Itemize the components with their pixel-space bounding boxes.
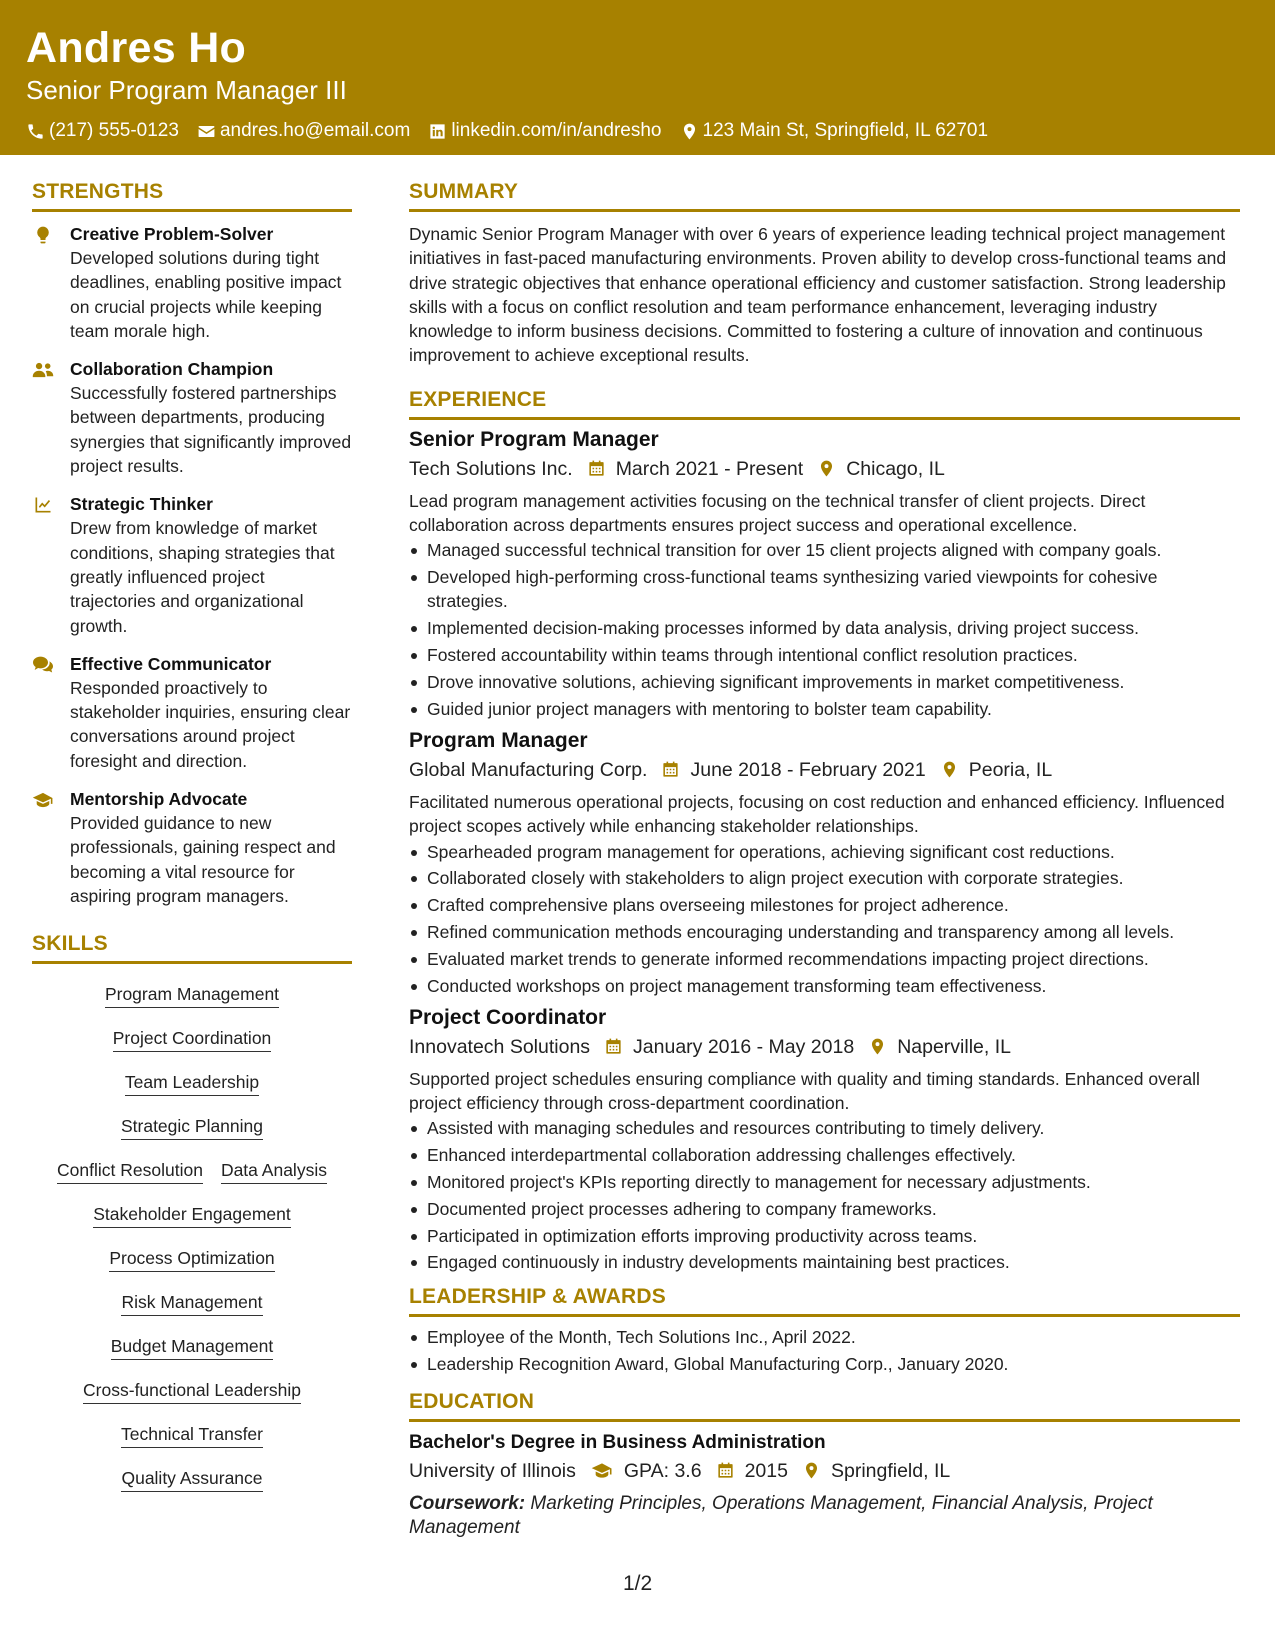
job-description: Facilitated numerous operational projects, focusing on cost reduction and enhanced efficiency. Influenced project scopes actively while enhancing stakeholder relationships.	[409, 791, 1225, 837]
strength-item	[32, 357, 352, 478]
skill-tag: Project Coordination	[113, 1026, 272, 1052]
linkedin-text[interactable]: linkedin.com/in/andresho	[451, 120, 662, 141]
candidate-name: Andres Ho	[26, 24, 247, 72]
skill-tag: Cross-functional Leadership	[83, 1378, 301, 1404]
job-meta	[409, 755, 1240, 785]
phone-icon	[26, 122, 45, 141]
email-icon	[197, 122, 216, 141]
job-bullets	[409, 840, 1240, 998]
calendar-icon	[587, 459, 606, 478]
location-icon	[802, 1461, 821, 1480]
email-text[interactable]: andres.ho@email.com	[219, 120, 411, 141]
resume-header	[0, 0, 1275, 155]
job-dates: March 2021 - Present	[615, 457, 804, 480]
job-entry	[409, 727, 1240, 998]
candidate-role: Senior Program Manager III	[26, 75, 347, 105]
skills-row	[36, 1378, 348, 1422]
job-location: Peoria, IL	[968, 758, 1053, 781]
strength-desc: Provided guidance to new professionals, gaining respect and becoming a vital resource for aspiring program managers.	[70, 813, 336, 906]
job-bullet: Guided junior project managers with mentoring to bolster team capability.	[409, 697, 1240, 721]
phone-text: (217) 555-0123	[49, 120, 179, 141]
skill-tag: Quality Assurance	[121, 1466, 262, 1492]
lightbulb-icon	[32, 225, 54, 245]
gpa: GPA: 3.6	[623, 1459, 702, 1482]
linkedin-icon	[428, 122, 447, 141]
calendar-icon	[661, 760, 680, 779]
job-bullet: Enhanced interdepartmental collaboration addressing challenges effectively.	[409, 1143, 1240, 1167]
job-bullet: Assisted with managing schedules and resources contributing to timely delivery.	[409, 1116, 1240, 1140]
location-icon	[868, 1037, 887, 1056]
job-bullet: Drove innovative solutions, achieving significant improvements in market competitiveness.	[409, 670, 1240, 694]
degree-title: Bachelor's Degree in Business Administration	[409, 1431, 826, 1453]
strength-item	[32, 222, 352, 343]
contact-email[interactable]	[197, 120, 410, 142]
coursework-label: Coursework:	[409, 1492, 526, 1514]
job-bullet: Engaged continuously in industry developments maintaining best practices.	[409, 1250, 1240, 1274]
skills-row	[36, 1246, 348, 1290]
award-item: Employee of the Month, Tech Solutions Inc., April 2022.	[409, 1325, 1240, 1349]
page-number: 1/2	[623, 1572, 653, 1595]
skill-tag: Data Analysis	[221, 1158, 327, 1184]
job-dates: June 2018 - February 2021	[690, 758, 926, 781]
school-location: Springfield, IL	[830, 1459, 951, 1482]
job-location: Naperville, IL	[897, 1035, 1011, 1058]
job-entry	[409, 426, 1240, 721]
job-bullet: Spearheaded program management for operations, achieving significant cost reductions.	[409, 840, 1240, 864]
strength-item	[32, 787, 352, 908]
skills-row	[36, 1158, 348, 1202]
strength-title: Creative Problem-Solver	[70, 224, 274, 244]
skills-row	[36, 1202, 348, 1246]
location-icon	[817, 459, 836, 478]
strength-item	[32, 492, 352, 637]
school-name: University of Illinois	[409, 1459, 576, 1482]
education-meta	[409, 1456, 1240, 1486]
strength-desc: Responded proactively to stakeholder inquiries, ensuring clear conversations around project foresight and direction.	[70, 677, 351, 771]
users-icon	[32, 360, 54, 380]
skills-row	[36, 1114, 348, 1158]
skills-row	[36, 1334, 348, 1378]
address-text: 123 Main St, Springfield, IL 62701	[702, 120, 989, 141]
contact-phone	[26, 120, 179, 142]
skills-title: SKILLS	[32, 930, 352, 964]
graduation-cap-icon	[590, 1461, 614, 1480]
skill-tag: Conflict Resolution	[57, 1158, 203, 1184]
job-bullets	[409, 1116, 1240, 1274]
award-item: Leadership Recognition Award, Global Manufacturing Corp., January 2020.	[409, 1352, 1240, 1376]
chart-line-icon	[32, 495, 54, 515]
company-name: Tech Solutions Inc.	[409, 457, 573, 480]
calendar-icon	[716, 1461, 735, 1480]
job-meta	[409, 454, 1240, 484]
awards-list	[409, 1325, 1240, 1376]
awards-title: LEADERSHIP & AWARDS	[409, 1283, 1240, 1317]
experience-title: EXPERIENCE	[409, 386, 1240, 420]
job-title: Senior Program Manager	[409, 427, 659, 451]
skills-row	[36, 1422, 348, 1466]
skill-tag: Program Management	[105, 982, 279, 1008]
job-bullet: Developed high-performing cross-functional teams synthesizing varied viewpoints for cohesive strategies.	[409, 565, 1240, 614]
contact-address	[680, 120, 989, 142]
summary-text: Dynamic Senior Program Manager with over 6 years of experience leading technical project management initiatives in fast-paced manufacturing environments. Proven ability to develop cross-functional teams and drive strategic objectives that enhance operational efficiency and customer satisfaction. Strong leadership skills with a focus on conflict resolution and team performance enhancement, leveraging industry knowledge to inform business decisions. Committed to fostering a culture of innovation and continuous improvement to achieve exceptional results.	[409, 224, 1227, 366]
job-bullet: Documented project processes adhering to company frameworks.	[409, 1197, 1240, 1221]
skills-row	[36, 1290, 348, 1334]
summary-title: SUMMARY	[409, 178, 1240, 212]
skill-tag: Risk Management	[121, 1290, 262, 1316]
job-bullet: Participated in optimization efforts improving productivity across teams.	[409, 1224, 1240, 1248]
left-column	[32, 178, 352, 1510]
skill-tag: Team Leadership	[125, 1070, 259, 1096]
job-bullet: Crafted comprehensive plans overseeing milestones for project adherence.	[409, 893, 1240, 917]
job-description: Supported project schedules ensuring compliance with quality and timing standards. Enhanced overall project efficiency through cross-department coordination.	[409, 1068, 1200, 1114]
job-bullet: Conducted workshops on project management transforming team effectiveness.	[409, 974, 1240, 998]
strength-item	[32, 652, 352, 773]
experience-list	[409, 426, 1240, 1275]
job-description: Lead program management activities focusing on the technical transfer of client projects. Direct collaboration across departments ensures project success and operational excellence.	[409, 490, 1146, 536]
skills-row	[36, 982, 348, 1026]
job-title: Project Coordinator	[409, 1005, 607, 1029]
education-title: EDUCATION	[409, 1388, 1240, 1422]
job-meta	[409, 1032, 1240, 1062]
job-bullet: Evaluated market trends to generate informed recommendations impacting project directions.	[409, 947, 1240, 971]
job-bullet: Managed successful technical transition for over 15 client projects aligned with company goals.	[409, 538, 1240, 562]
location-icon	[680, 122, 699, 141]
skills-row	[36, 1070, 348, 1114]
location-icon	[940, 760, 959, 779]
company-name: Innovatech Solutions	[409, 1035, 591, 1058]
job-bullet: Collaborated closely with stakeholders to align project execution with corporate strategies.	[409, 866, 1240, 890]
strength-title: Strategic Thinker	[70, 494, 213, 515]
coursework	[409, 1492, 1240, 1540]
graduation-cap-icon	[32, 790, 54, 810]
strength-desc: Drew from knowledge of market conditions, shaping strategies that greatly influenced project trajectories and organizational growth.	[70, 518, 335, 636]
job-bullet: Monitored project's KPIs reporting directly to management for necessary adjustments.	[409, 1170, 1240, 1194]
skill-tag: Process Optimization	[109, 1246, 274, 1272]
strength-title: Mentorship Advocate	[70, 789, 248, 810]
skills-row	[36, 1026, 348, 1070]
strength-title: Effective Communicator	[70, 653, 272, 674]
strengths-title: STRENGTHS	[32, 178, 352, 212]
graduation-year: 2015	[744, 1459, 788, 1482]
skill-tag: Budget Management	[111, 1334, 273, 1360]
contact-row	[26, 120, 1249, 142]
contact-linkedin[interactable]	[428, 120, 661, 142]
job-location: Chicago, IL	[846, 457, 945, 480]
job-bullet: Fostered accountability within teams through intentional conflict resolution practices.	[409, 643, 1240, 667]
calendar-icon	[604, 1037, 623, 1056]
skills-list	[32, 980, 352, 1510]
job-bullet: Refined communication methods encouraging understanding and transparency among all levels.	[409, 920, 1240, 944]
skill-tag: Strategic Planning	[121, 1114, 263, 1140]
strength-desc: Developed solutions during tight deadlines, enabling positive impact on crucial projects while keeping team morale high.	[70, 248, 342, 341]
job-bullet: Implemented decision-making processes informed by data analysis, driving project success.	[409, 616, 1240, 640]
strength-desc: Successfully fostered partnerships between departments, producing synergies that significantly improved project results.	[70, 383, 352, 477]
skill-tag: Technical Transfer	[121, 1422, 263, 1448]
job-bullets	[409, 538, 1240, 721]
job-title: Program Manager	[409, 728, 588, 752]
skill-tag: Stakeholder Engagement	[93, 1202, 291, 1228]
strength-title: Collaboration Champion	[70, 359, 274, 380]
comments-icon	[32, 655, 54, 675]
company-name: Global Manufacturing Corp.	[409, 758, 648, 781]
right-column	[409, 178, 1240, 1540]
job-entry	[409, 1004, 1240, 1275]
skills-row	[36, 1466, 348, 1510]
job-dates: January 2016 - May 2018	[633, 1035, 855, 1058]
coursework-list: Marketing Principles, Operations Management, Financial Analysis, Project Management	[409, 1492, 1153, 1538]
